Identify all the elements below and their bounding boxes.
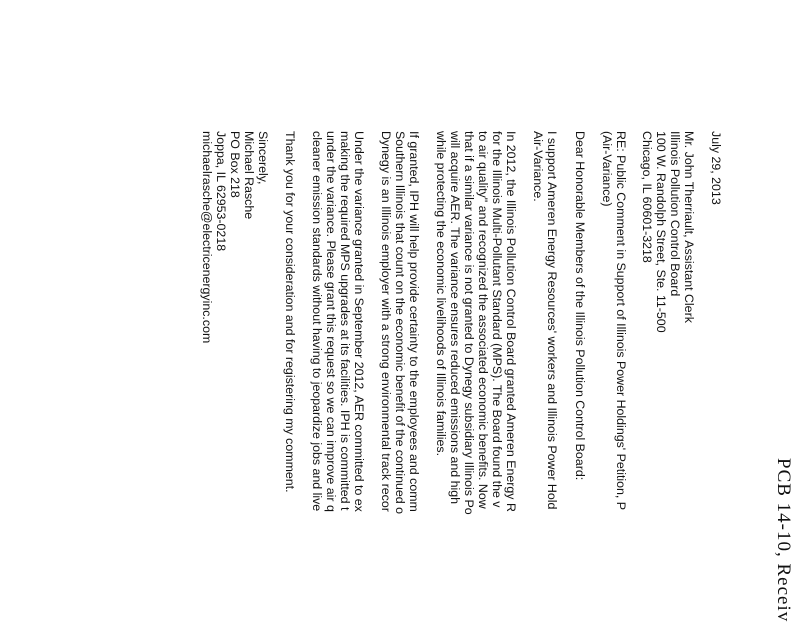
signature-line: Joppa, IL 62953-0218 bbox=[214, 131, 228, 252]
closing-paragraph: Thank you for your consideration and for registering my comment. bbox=[283, 131, 297, 493]
paragraph-line: that if a similar variance is not granted to Dynegy subsidiary Illinois Po bbox=[462, 131, 476, 515]
signature-line: Sincerely, bbox=[256, 131, 270, 185]
signature-email: michaelrasche@electricenergyinc.com bbox=[200, 131, 214, 344]
paragraph-line: under the variance. Please grant this request so we can improve air q bbox=[324, 131, 338, 512]
address-line: Chicago, IL 60601-3218 bbox=[640, 131, 654, 263]
signature-line: PO Box 218 bbox=[228, 131, 242, 198]
address-line: Mr. John Therriault, Assistant Clerk bbox=[682, 131, 696, 323]
subject-line: RE: Public Comment in Support of Illinois Power Holdings' Petition, P bbox=[614, 131, 628, 511]
paragraph-line: Under the variance granted in September 2012, AER committed to ex bbox=[352, 131, 366, 512]
paragraph-line: I support Ameren Energy Resources' workers and Illinois Power Hold bbox=[545, 131, 559, 510]
letter-date: July 29, 2013 bbox=[709, 131, 723, 205]
paragraph-line: cleaner emission standards without having to jeopardize jobs and live bbox=[310, 131, 324, 512]
address-line: 100 W. Randolph Street, Ste. 11-500 bbox=[654, 131, 668, 333]
signature-line: Michael Rasche bbox=[242, 131, 256, 220]
paragraph-line: to air quality" and recognized the associated economic benefits. Now bbox=[476, 131, 490, 509]
address-line: Illinois Pollution Control Board bbox=[668, 131, 682, 297]
rotated-letter-page bbox=[200, 0, 800, 620]
paragraph-line: making the required MPS upgrades at its facilities. IPH is committed t bbox=[338, 131, 352, 511]
paragraph-line: Southern Illinois that count on the economic benefit of the continued o bbox=[393, 131, 407, 514]
paragraph-line: Dynegy is an Illinois employer with a strong environmental track recor bbox=[379, 131, 393, 512]
salutation: Dear Honorable Members of the Illinois Pollution Control Board: bbox=[573, 131, 587, 481]
subject-line: (Air-Variance) bbox=[600, 131, 614, 207]
paragraph-line: If granted, IPH will help provide certainty to the employees and comm bbox=[407, 131, 421, 512]
pcb-receipt-stamp: PCB 14-10, Receiv bbox=[773, 458, 794, 622]
paragraph-line: while protecting the economic livelihoods of Illinois families. bbox=[434, 131, 448, 457]
paragraph-line: Air-Variance. bbox=[531, 131, 545, 202]
paragraph-line: In 2012, the Illinois Pollution Control Board granted Ameren Energy R bbox=[504, 131, 518, 512]
paragraph-line: for the Illinois Multi-Pollutant Standard (MPS). The Board found the v bbox=[490, 131, 504, 508]
paragraph-line: will acquire AER. The variance ensures reduced emissions and high bbox=[448, 131, 462, 505]
